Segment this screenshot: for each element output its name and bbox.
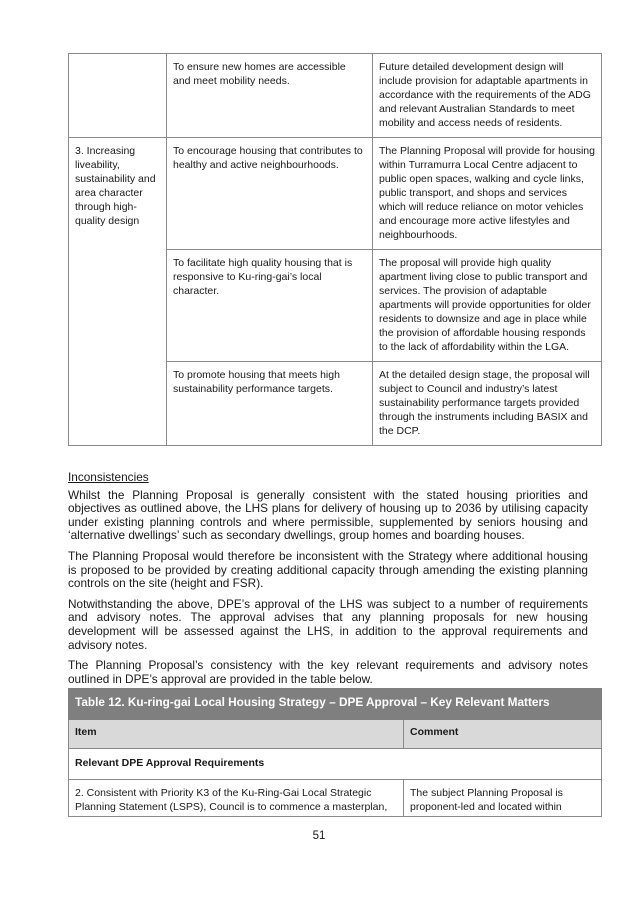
item-cell: 2. Consistent with Priority K3 of the Ku-Ring-Gai Local Strategic Planning Statement (LSPS), Council is to commence a masterplan,	[69, 780, 404, 817]
response-cell: At the detailed design stage, the proposal will subject to Council and industry’s latest sustainability performance targets provided through the instruments including BASIX and the DCP.	[373, 362, 602, 446]
objective-cell: To facilitate high quality housing that is responsive to Ku-ring-gai’s local character.	[167, 250, 373, 362]
table-row	[69, 362, 602, 446]
response-cell: The Planning Proposal will provide for housing within Turramurra Local Centre adjacent to public open spaces, walking and cycle links, public transport, and shops and services which will reduce reliance on motor vehicles and encourage more active lifestyles and neighbourhoods.	[373, 138, 602, 250]
objective-cell: To encourage housing that contributes to healthy and active neighbourhoods.	[167, 138, 373, 250]
paragraph: Whilst the Planning Proposal is generally consistent with the stated housing priorities and objectives as outlined above, the LHS plans for delivery of housing up to 2036 by utilising capacity under existing planning controls and where permissible, supplemented by seniors housing and ‘alternative dwellings’ such as secondary dwellings, group homes and boarding houses.	[68, 487, 588, 543]
table-title: Table 12. Ku-ring-gai Local Housing Strategy – DPE Approval – Key Relevant Matters	[69, 689, 602, 720]
column-header-comment: Comment	[404, 720, 602, 749]
response-cell: Future detailed development design will include provision for adaptable apartments in accordance with the requirements of the ADG and relevant Australian Standards to meet mobility and access needs of residents.	[373, 54, 602, 138]
section-label: Relevant DPE Approval Requirements	[69, 749, 602, 780]
paragraph: The Planning Proposal would therefore be inconsistent with the Strategy where additional housing is proposed to be provided by creating additional capacity through amending the existing planning controls on the site (height and FSR).	[68, 548, 588, 591]
table-row	[69, 138, 602, 250]
table-section-row	[69, 749, 602, 780]
table-12	[68, 688, 602, 817]
table-header-row	[69, 720, 602, 749]
priority-cell-continued	[69, 250, 167, 362]
objective-cell: To promote housing that meets high sustainability performance targets.	[167, 362, 373, 446]
priority-cell-empty	[69, 54, 167, 138]
table-row	[69, 250, 602, 362]
column-header-item: Item	[69, 720, 404, 749]
comment-cell: The subject Planning Proposal is proponent-led and located within	[404, 780, 602, 817]
priority-cell-continued	[69, 362, 167, 446]
objectives-table	[68, 53, 602, 446]
section-heading: Inconsistencies	[68, 470, 149, 484]
response-cell: The proposal will provide high quality apartment living close to public transport and services. The provision of adaptable apartments will provide opportunities for older residents to downsize and age in place while the provision of affordable housing responds to the lack of affordability within the LGA.	[373, 250, 602, 362]
page-number: 51	[312, 830, 326, 842]
objective-cell: To ensure new homes are accessible and meet mobility needs.	[167, 54, 373, 138]
paragraph: The Planning Proposal’s consistency with the key relevant requirements and advisory notes outlined in DPE’s approval are provided in the table below.	[68, 658, 588, 686]
table-row	[69, 54, 602, 138]
paragraph: Notwithstanding the above, DPE’s approval of the LHS was subject to a number of requirements and advisory notes. The approval advises that any planning proposals for new housing development will be assessed against the LHS, in addition to the approval requirements and advisory notes.	[68, 596, 588, 652]
table-title-row	[69, 689, 602, 720]
inconsistencies-section	[68, 471, 588, 693]
priority-cell: 3. Increasing liveability, sustainability and area character through high-quality design	[69, 138, 167, 250]
table-row	[69, 780, 602, 817]
